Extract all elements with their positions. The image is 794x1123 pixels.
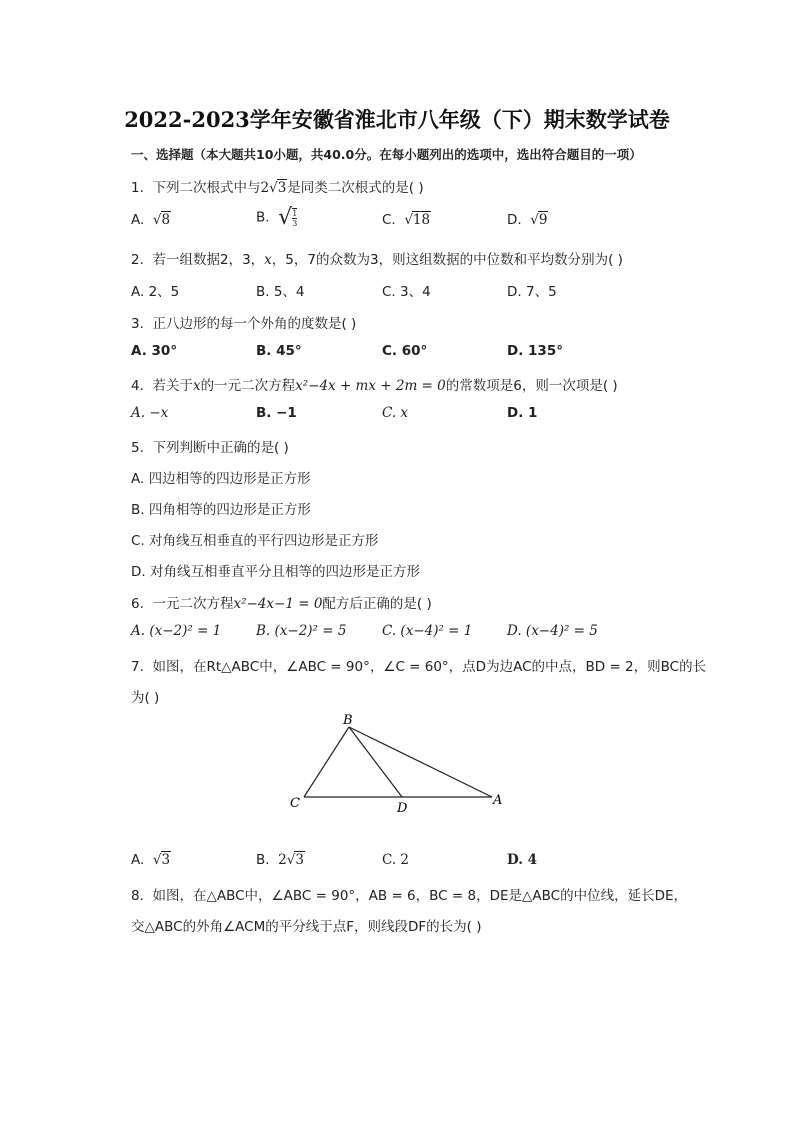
q7-option-b[interactable]: B. 2√3 bbox=[256, 852, 304, 868]
q2-option-c[interactable]: C. 3、4 bbox=[382, 284, 431, 300]
question-stem: 如图，在△ABC中，∠ABC = 90°，AB = 6，BC = 8，DE是△ABC的中位线，延长DE， bbox=[152, 888, 687, 904]
q7-option-a[interactable]: A. √3 bbox=[131, 852, 171, 868]
q6-option-a[interactable]: A. (x−2)² = 1 bbox=[131, 623, 222, 639]
q4-option-b[interactable]: B. −1 bbox=[256, 405, 297, 421]
question-1 bbox=[131, 176, 424, 196]
question-3 bbox=[131, 312, 356, 332]
edge-bc bbox=[304, 727, 349, 797]
question-number: 5. bbox=[131, 440, 144, 456]
question-number: 4. bbox=[131, 378, 144, 394]
question-stem-end: 的常数项是6，则一次项是( ) bbox=[445, 378, 618, 394]
q3-option-d[interactable]: D. 135° bbox=[507, 343, 563, 359]
q5-option-a[interactable]: A. 四边相等的四边形是正方形 bbox=[131, 471, 311, 487]
question-stem: 一元二次方程 bbox=[152, 596, 234, 612]
question-number: 1. bbox=[131, 180, 144, 196]
q1-option-a[interactable]: A. √8 bbox=[131, 212, 171, 228]
question-stem: 如图，在Rt△ABC中，∠ABC = 90°，∠C = 60°，点D为边AC的中点，BD = 2，则BC的长 bbox=[152, 659, 707, 675]
q6-option-c[interactable]: C. (x−4)² = 1 bbox=[382, 623, 473, 639]
math-equation: x²−4x + mx + 2m = 0 bbox=[295, 378, 446, 394]
q4-option-c[interactable]: C. x bbox=[382, 405, 409, 421]
edge-ba bbox=[349, 727, 492, 797]
q2-option-a[interactable]: A. 2、5 bbox=[131, 284, 180, 300]
q5-option-d[interactable]: D. 对角线互相垂直平分且相等的四边形是正方形 bbox=[131, 564, 420, 580]
q3-option-b[interactable]: B. 45° bbox=[256, 343, 302, 359]
question-stem: 下列二次根式中与 bbox=[152, 180, 261, 196]
q6-option-b[interactable]: B. (x−2)² = 5 bbox=[256, 623, 347, 639]
question-number: 3. bbox=[131, 316, 144, 332]
q6-option-d[interactable]: D. (x−4)² = 5 bbox=[507, 623, 598, 639]
question-number: 8. bbox=[131, 888, 144, 904]
q4-option-d[interactable]: D. 1 bbox=[507, 405, 538, 421]
label-a: A bbox=[493, 793, 503, 808]
question-number: 6. bbox=[131, 596, 144, 612]
question-7 bbox=[131, 655, 706, 675]
question-8 bbox=[131, 884, 687, 904]
median-bd bbox=[349, 727, 402, 797]
math-var: x bbox=[264, 252, 272, 268]
question-stem-mid: 的一元二次方程 bbox=[200, 378, 296, 394]
question-stem-end: ，5，7的众数为3，则这组数据的中位数和平均数分别为( ) bbox=[271, 252, 623, 268]
q1-option-c[interactable]: C. √18 bbox=[382, 212, 431, 228]
math-var: x bbox=[192, 378, 201, 394]
question-2 bbox=[131, 248, 623, 268]
q1-option-d[interactable]: D. √9 bbox=[507, 212, 548, 228]
q2-option-b[interactable]: B. 5、4 bbox=[256, 284, 305, 300]
q4-option-a[interactable]: A. −x bbox=[131, 405, 169, 421]
question-5 bbox=[131, 436, 289, 456]
question-stem: 若关于 bbox=[152, 378, 193, 394]
q7-option-c[interactable]: C. 2 bbox=[382, 852, 410, 868]
question-stem: 正八边形的每一个外角的度数是( ) bbox=[152, 316, 357, 332]
question-stem: 若一组数据2，3， bbox=[152, 252, 265, 268]
q7-option-d[interactable]: D. 4 bbox=[507, 852, 538, 868]
sqrt-expr: √3 bbox=[269, 180, 287, 196]
triangle-figure bbox=[280, 705, 520, 820]
q2-option-d[interactable]: D. 7、5 bbox=[507, 284, 557, 300]
label-c: C bbox=[290, 796, 300, 811]
exam-title: 2022-2023学年安徽省淮北市八年级（下）期末数学试卷 bbox=[124, 107, 670, 132]
q5-option-b[interactable]: B. 四角相等的四边形是正方形 bbox=[131, 502, 311, 518]
label-d: D bbox=[397, 801, 408, 816]
question-stem: 下列判断中正确的是( ) bbox=[152, 440, 289, 456]
question-7-cont: 为( ) bbox=[131, 690, 160, 706]
math-equation: x²−4x−1 = 0 bbox=[233, 596, 323, 612]
q3-option-a[interactable]: A. 30° bbox=[131, 343, 178, 359]
q3-option-c[interactable]: C. 60° bbox=[382, 343, 428, 359]
q1-option-b[interactable]: B. √ $\frac{1}{3}$ bbox=[256, 205, 298, 230]
math-coef: 2 bbox=[260, 180, 270, 196]
q5-option-c[interactable]: C. 对角线互相垂直的平行四边形是正方形 bbox=[131, 533, 379, 549]
question-4 bbox=[131, 374, 618, 394]
section-header: 一、选择题（本大题共10小题，共40.0分。在每小题列出的选项中，选出符合题目的一项） bbox=[131, 147, 642, 162]
question-number: 2. bbox=[131, 252, 144, 268]
question-stem-end: 配方后正确的是( ) bbox=[322, 596, 432, 612]
question-stem-end: 是同类二次根式的是( ) bbox=[287, 180, 424, 196]
question-number: 7. bbox=[131, 659, 144, 675]
question-8-cont: 交△ABC的外角∠ACM的平分线于点F，则线段DF的长为( ) bbox=[131, 919, 482, 935]
question-6 bbox=[131, 592, 432, 612]
label-b: B bbox=[343, 713, 353, 728]
